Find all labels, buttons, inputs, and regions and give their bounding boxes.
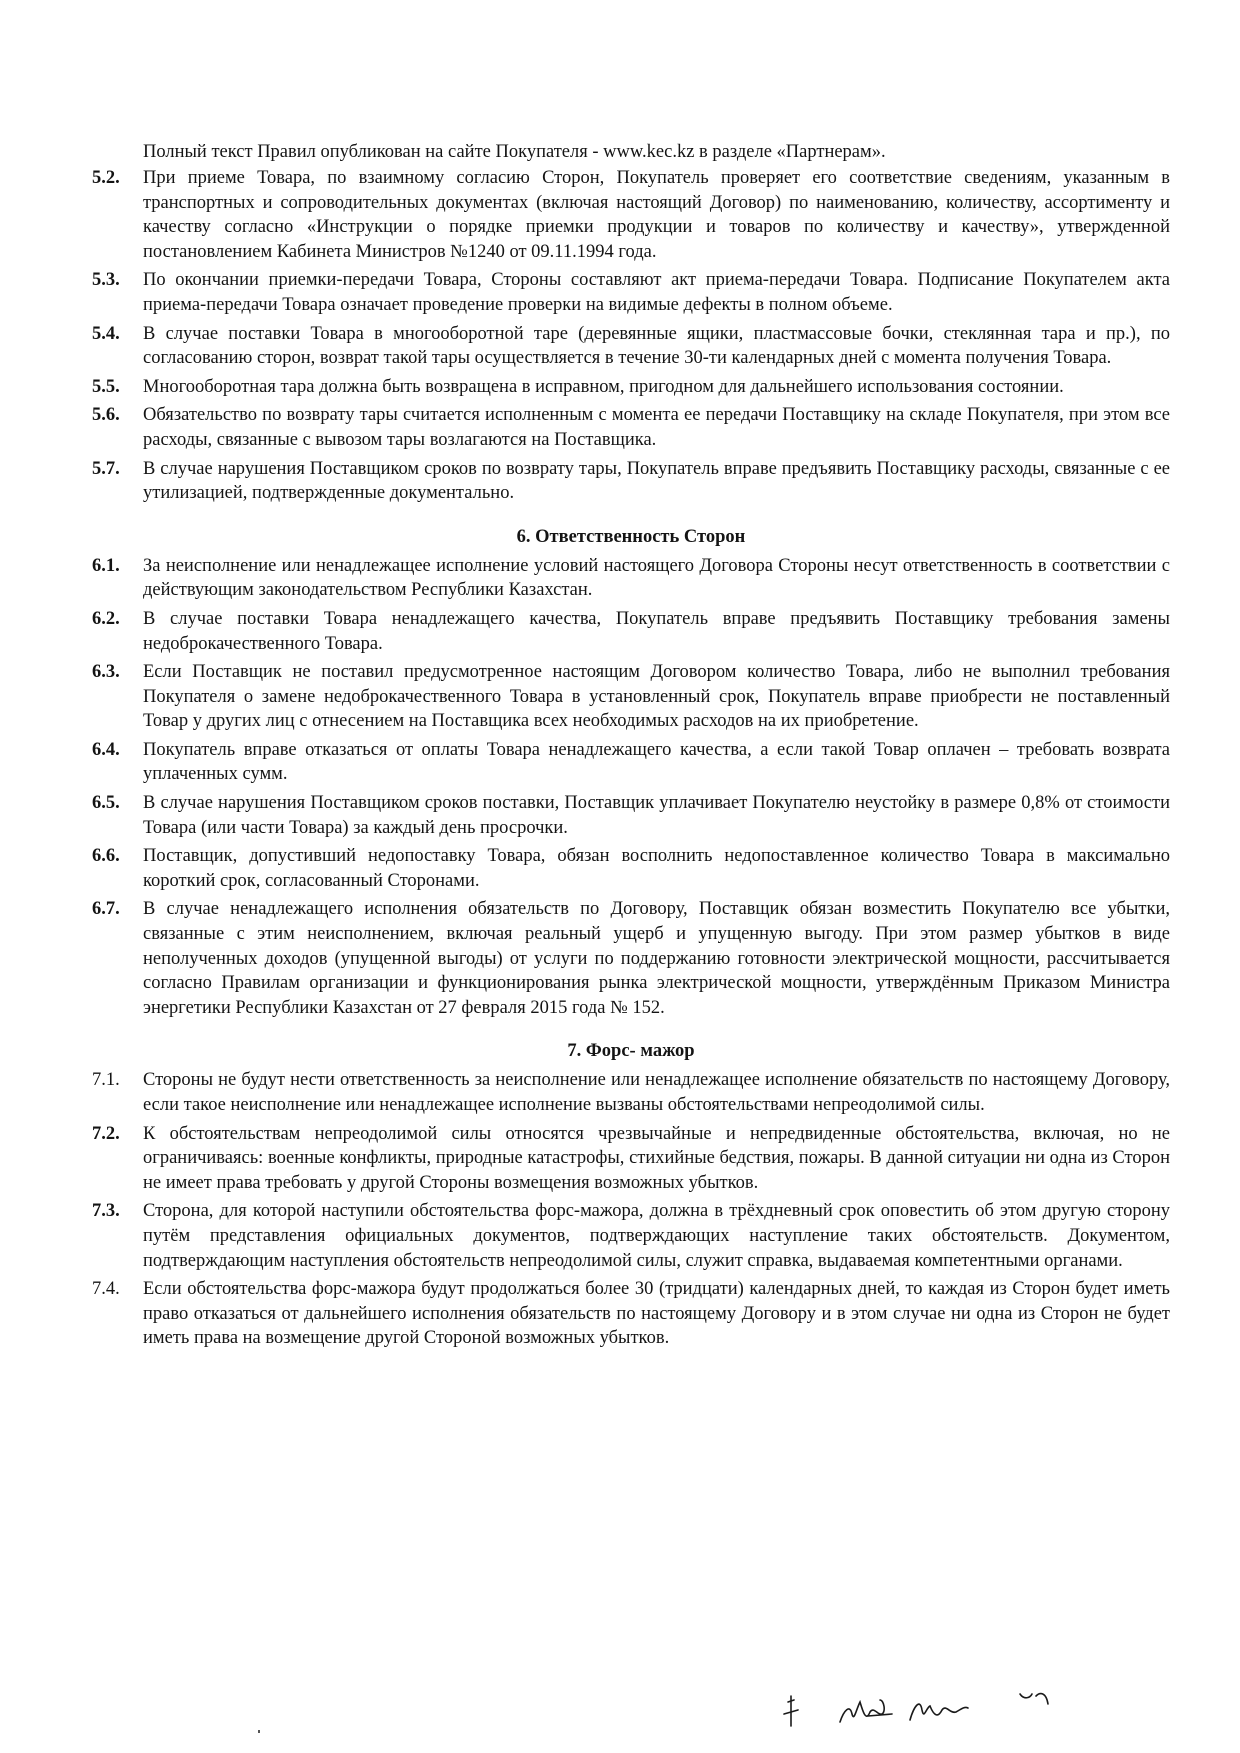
clause	[92, 554, 1170, 603]
clauses-section-7	[92, 1068, 1170, 1351]
intro-paragraph: Полный текст Правил опубликован на сайте Покупателя - www.kec.kz в разделе «Партнерам».	[143, 142, 886, 162]
clause	[92, 1199, 1170, 1273]
clause	[92, 791, 1170, 840]
signature-2	[910, 1704, 968, 1720]
clause-number: 6.1.	[92, 555, 120, 576]
clause	[92, 607, 1170, 656]
clause-number: 6.2.	[92, 608, 120, 629]
clause-text: За неисполнение или ненадлежащее исполнение условий настоящего Договора Стороны несут ответственность в соответствии с действующим законодательством Республики Казахстан.	[143, 555, 1170, 601]
clause-text: В случае нарушения Поставщиком сроков поставки, Поставщик уплачивает Покупателю неустойку в размере 0,8% от стоимости Товара (или части Товара) за каждый день просрочки.	[143, 793, 1170, 838]
clause	[92, 738, 1170, 787]
clauses-section-6	[92, 554, 1170, 1021]
clause	[92, 1068, 1170, 1117]
clause-text: Если обстоятельства форс-мажора будут продолжаться более 30 (тридцати) календарных дней, то каждая из Сторон будет иметь право отказаться от дальнейшего исполнения обязательств по настоящему Договору и в этом случае ни одна из Сторон не будет иметь права на возмещение другой Стороной возможных убытков.	[143, 1279, 1170, 1349]
clause-number: 6.4.	[92, 739, 120, 760]
signature-3-fragment	[1020, 1694, 1048, 1704]
clause-text: При приеме Товара, по взаимному согласию Сторон, Покупатель проверяет его соответствие сведениям, указанным в транспортных и сопроводительных документах (включая настоящий Договор) по наименованию, количеству, ассортименту и качеству согласно «Инструкции о порядке приемки продукции и товаров по количеству и качеству», утвержденной постановлением Кабинета Министров №1240 от 09.11.1994 года.	[143, 168, 1170, 262]
clause-text: В случае ненадлежащего исполнения обязательств по Договору, Поставщик обязан возместить Покупателю все убытки, связанные с этим неисполнением, включая реальный ущерб и упущенную выгоду. При этом размер убытков в виде неполученных доходов (упущенной выгоды) от услуги по поддержанию готовности электрической мощности, рассчитывается согласно Правилам организации и функционирования рынка электрической мощности, утверждённым Приказом Министра энергетики Республики Казахстан от 27 февраля 2015 года № 152.	[143, 899, 1170, 1018]
clause-text: К обстоятельствам непреодолимой силы относятся чрезвычайные и непредвиденные обстоятельства, включая, но не ограничиваясь: военные конфликты, природные катастрофы, стихийные бедствия, пожары. В данной ситуации ни одна из Сторон не имеет права требовать у другой Стороны возмещения возможных убытков.	[143, 1123, 1170, 1193]
clause-text: Стороны не будут нести ответственность за неисполнение или ненадлежащее исполнение обязательств по настоящему Договору, если такое неисполнение или ненадлежащее исполнение вызваны обстоятельствами непреодолимой силы.	[143, 1070, 1170, 1115]
clause-number: 5.6.	[92, 405, 120, 426]
clause-text: Если Поставщик не поставил предусмотренное настоящим Договором количество Товара, либо не выполнил требования Покупателя о замене недоброкачественного Товара в установленный срок, Покупатель вправе приобрести не поставленный Товар у других лиц с отнесением на Поставщика всех необходимых расходов на их приобретение.	[143, 662, 1170, 732]
section-7-heading: 7. Форс- мажор	[567, 1041, 695, 1062]
clause-text: По окончании приемки-передачи Товара, Стороны составляют акт приема-передачи Товара. Подписание Покупателем акта приема-передачи Товара означает проведение проверки на видимые дефекты в полном объеме.	[143, 270, 1170, 315]
clause-number: 6.7.	[92, 899, 120, 920]
clause	[92, 166, 1170, 264]
signature-1	[840, 1700, 892, 1722]
clause	[92, 268, 1170, 317]
clause-text: Многооборотная тара должна быть возвращена в исправном, пригодном для дальнейшего использования состоянии.	[143, 376, 1064, 397]
initial-mark-1	[784, 1696, 798, 1726]
clause-text: Покупатель вправе отказаться от оплаты Товара ненадлежащего качества, а если такой Товар оплачен – требовать возврата уплаченных сумм.	[143, 739, 1170, 785]
section-6-heading: 6. Ответственность Сторон	[516, 526, 746, 547]
clause-text: Обязательство по возврату тары считается исполненным с момента ее передачи Поставщику на складе Покупателя, при этом все расходы, связанные с вывозом тары возлагаются на Поставщика.	[143, 405, 1170, 450]
clause-text: В случае поставки Товара ненадлежащего качества, Покупатель вправе предъявить Поставщику требования замены недоброкачественного Товара.	[143, 608, 1170, 654]
clause	[92, 1277, 1170, 1351]
document-body	[92, 140, 1170, 1355]
clause	[92, 457, 1170, 506]
clause-text: Сторона, для которой наступили обстоятельства форс-мажора, должна в трёхдневный срок оповестить об этом другую сторону путём представления официальных документов, подтверждающих наступление таких обстоятельств. Документом, подтверждающим наступления обстоятельств непреодолимой силы, служит справка, выдаваемая компетентными органами.	[143, 1201, 1170, 1271]
clauses-section-5	[92, 166, 1170, 506]
clause-number: 7.1.	[92, 1070, 120, 1091]
clause	[92, 1122, 1170, 1196]
clause-text: В случае нарушения Поставщиком сроков по возврату тары, Покупатель вправе предъявить Поставщику расходы, связанные с ее утилизацией, подтвержденные документально.	[143, 458, 1170, 504]
stray-mark	[258, 1730, 260, 1733]
clause-text: Поставщик, допустивший недопоставку Товара, обязан восполнить недопоставленное количество Товара в максимально короткий срок, согласованный Сторонами.	[143, 846, 1170, 891]
clause	[92, 844, 1170, 893]
clause	[92, 403, 1170, 452]
clause	[92, 897, 1170, 1020]
clause-number: 5.5.	[92, 376, 120, 397]
clause-number: 5.2.	[92, 168, 120, 188]
clause-number: 5.7.	[92, 458, 120, 479]
clause	[92, 660, 1170, 734]
clause-number: 5.3.	[92, 270, 120, 291]
clause-text: В случае поставки Товара в многооборотной таре (деревянные ящики, пластмассовые бочки, стеклянная тара и пр.), по согласованию сторон, возврат такой тары осуществляется в течение 30-ти календарных дней с момента получения Товара.	[143, 323, 1170, 369]
clause-number: 6.5.	[92, 793, 120, 814]
clause	[92, 322, 1170, 371]
clause-number: 6.3.	[92, 662, 120, 683]
clause	[92, 375, 1170, 400]
handwritten-signatures	[760, 1670, 1090, 1740]
clause-number: 7.4.	[92, 1279, 120, 1300]
clause-number: 6.6.	[92, 846, 120, 867]
clause-number: 5.4.	[92, 323, 120, 344]
clause-number: 7.3.	[92, 1201, 120, 1222]
clause-number: 7.2.	[92, 1123, 120, 1144]
